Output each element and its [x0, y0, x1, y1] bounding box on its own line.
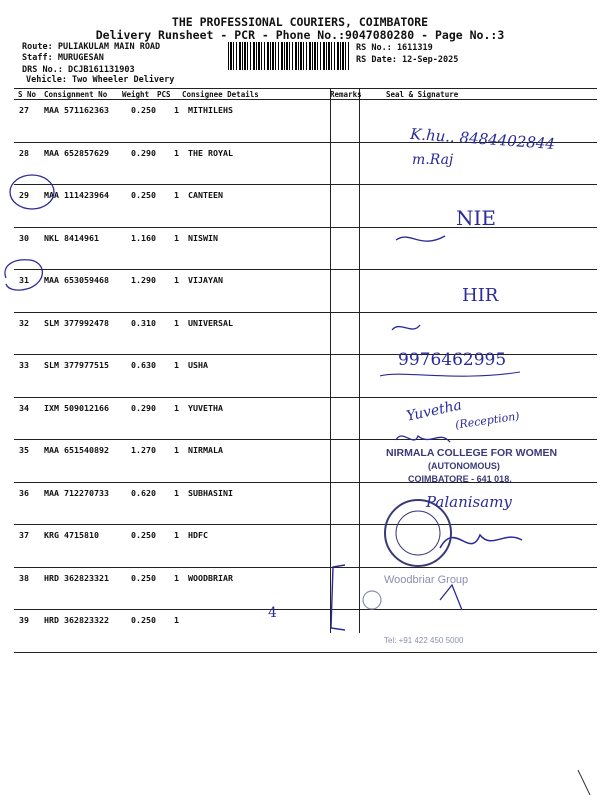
- nirmala-stamp-name: NIRMALA COLLEGE FOR WOMEN: [386, 447, 558, 459]
- col-weight: Weight: [122, 90, 150, 99]
- woodbriar-stamp-tel: Tel: +91 422 450 5000: [384, 636, 464, 645]
- cell-consignee: CANTEEN: [188, 190, 223, 200]
- cell-sno: 33: [19, 360, 29, 370]
- cell-weight: 0.250: [131, 615, 156, 625]
- cell-consignee: USHA: [188, 360, 208, 370]
- col-consignee: Consignee Details: [182, 90, 259, 99]
- cell-consignment: MAA 652857629: [44, 147, 109, 158]
- woodbriar-stamp-name: Woodbriar Group: [384, 574, 469, 586]
- cell-pcs: 1: [174, 445, 179, 455]
- circle-mark-29: [10, 175, 54, 209]
- cell-pcs: 1: [174, 530, 179, 540]
- col-sno: S No: [18, 90, 37, 99]
- nirmala-stamp-sub: (AUTONOMOUS): [428, 461, 500, 471]
- cell-consignment: MAA 712270733: [44, 487, 109, 498]
- cell-consignment: MAA 111423964: [44, 190, 109, 200]
- cell-sno: 36: [19, 487, 29, 498]
- signature-stroke-38: [440, 585, 462, 610]
- cell-pcs: 1: [174, 317, 179, 328]
- runsheet-subtitle: Delivery Runsheet - PCR - Phone No.:9047080280 - Page No.:3: [95, 28, 505, 42]
- col-consignment: Consignment No: [44, 90, 108, 99]
- staff-label: Staff: MURUGESAN: [22, 53, 104, 63]
- row33-handwritten-phone: 9976462995: [398, 350, 507, 370]
- cell-weight: 0.290: [131, 402, 156, 413]
- cell-pcs: 1: [174, 275, 179, 285]
- round-seal-inner-icon: [396, 511, 440, 555]
- cell-consignment: NKL 8414961: [44, 232, 99, 243]
- cell-pcs: 1: [174, 190, 179, 200]
- cell-weight: 0.620: [131, 487, 156, 498]
- cell-consignment: HRD 362823322: [44, 615, 109, 625]
- cell-consignee: MITHILEHS: [188, 105, 233, 115]
- row27-handwritten-phone: K.hu.. 8484402844: [409, 124, 556, 154]
- cell-consignment: MAA 571162363: [44, 105, 109, 115]
- cell-pcs: 1: [174, 402, 179, 413]
- cell-consignment: HRD 362823321: [44, 572, 109, 583]
- cell-consignment: SLM 377992478: [44, 317, 109, 328]
- cell-consignee: SUBHASINI: [188, 487, 233, 498]
- cell-pcs: 1: [174, 105, 179, 115]
- cell-sno: 31: [19, 275, 29, 285]
- woodbriar-logo-icon: [363, 591, 381, 609]
- cell-sno: 27: [19, 105, 29, 115]
- col-pcs: PCS: [157, 90, 171, 99]
- cell-sno: 34: [19, 402, 29, 413]
- signature-stroke-37: [440, 535, 522, 548]
- bracket-mark: [331, 565, 345, 630]
- cell-sno: 28: [19, 147, 29, 158]
- company-title: THE PROFESSIONAL COURIERS, COIMBATORE: [171, 15, 429, 29]
- cell-pcs: 1: [174, 487, 179, 498]
- signature-stroke-33: [380, 372, 520, 376]
- row39-handwritten-mark: 4: [268, 605, 277, 621]
- page-corner-mark: [578, 770, 590, 795]
- cell-consignee: THE ROYAL: [188, 147, 233, 158]
- cell-sno: 29: [19, 190, 29, 200]
- col-remarks: Remarks: [330, 90, 362, 99]
- cell-consignee: UNIVERSAL: [188, 317, 233, 328]
- circle-mark-31: [5, 260, 42, 290]
- col-seal: Seal & Signature: [386, 90, 459, 99]
- cell-consignee: WOODBRIAR: [188, 572, 233, 583]
- cell-consignee: HDFC: [188, 530, 208, 540]
- cell-weight: 1.270: [131, 445, 156, 455]
- cell-sno: 39: [19, 615, 29, 625]
- cell-consignment: MAA 651540892: [44, 445, 109, 455]
- cell-consignment: KRG 4715810: [44, 530, 99, 540]
- cell-consignment: MAA 653059468: [44, 275, 109, 285]
- row34-handwritten-sign: Yuvetha: [404, 397, 464, 425]
- cell-weight: 0.290: [131, 147, 156, 158]
- route-label: Route: PULIAKULAM MAIN ROAD: [22, 42, 161, 52]
- row30-handwritten-sign: NIE: [456, 206, 496, 230]
- cell-consignment: SLM 377977515: [44, 360, 109, 370]
- cell-consignee: VIJAYAN: [188, 275, 223, 285]
- cell-pcs: 1: [174, 232, 179, 243]
- cell-weight: 0.250: [131, 572, 156, 583]
- signature-stroke-35: [396, 436, 450, 442]
- cell-consignee: YUVETHA: [188, 402, 223, 413]
- cell-sno: 32: [19, 317, 29, 328]
- row31-handwritten-sign: HIR: [462, 285, 499, 306]
- cell-sno: 38: [19, 572, 29, 583]
- row34-handwritten-note: (Reception): [454, 409, 521, 432]
- cell-sno: 35: [19, 445, 29, 455]
- cell-weight: 0.310: [131, 317, 156, 328]
- cell-weight: 1.290: [131, 275, 156, 285]
- signature-stroke-30: [396, 236, 445, 241]
- cell-consignee: NISWIN: [188, 232, 218, 243]
- signature-stroke-32: [392, 325, 420, 330]
- cell-pcs: 1: [174, 147, 179, 158]
- vehicle-label: Vehicle: Two Wheeler Delivery: [26, 75, 175, 85]
- cell-weight: 1.160: [131, 232, 156, 243]
- cell-pcs: 1: [174, 572, 179, 583]
- cell-sno: 30: [19, 232, 29, 243]
- cell-weight: 0.630: [131, 360, 156, 370]
- row28-handwritten-sign: m.Raj: [412, 152, 454, 168]
- rs-number: RS No.: 1611319: [356, 43, 433, 53]
- cell-consignee: NIRMALA: [188, 445, 223, 455]
- cell-weight: 0.250: [131, 530, 156, 540]
- cell-consignment: IXM 509012166: [44, 402, 109, 413]
- cell-sno: 37: [19, 530, 29, 540]
- cell-pcs: 1: [174, 615, 179, 625]
- palanisamy-signature: Palanisamy: [426, 493, 512, 511]
- nirmala-stamp-city: COIMBATORE - 641 018.: [408, 474, 512, 484]
- cell-pcs: 1: [174, 360, 179, 370]
- cell-weight: 0.250: [131, 190, 156, 200]
- cell-weight: 0.250: [131, 105, 156, 115]
- rs-date: RS Date: 12-Sep-2025: [356, 55, 459, 65]
- drs-label: DRS No.: DCJB161131903: [22, 65, 135, 75]
